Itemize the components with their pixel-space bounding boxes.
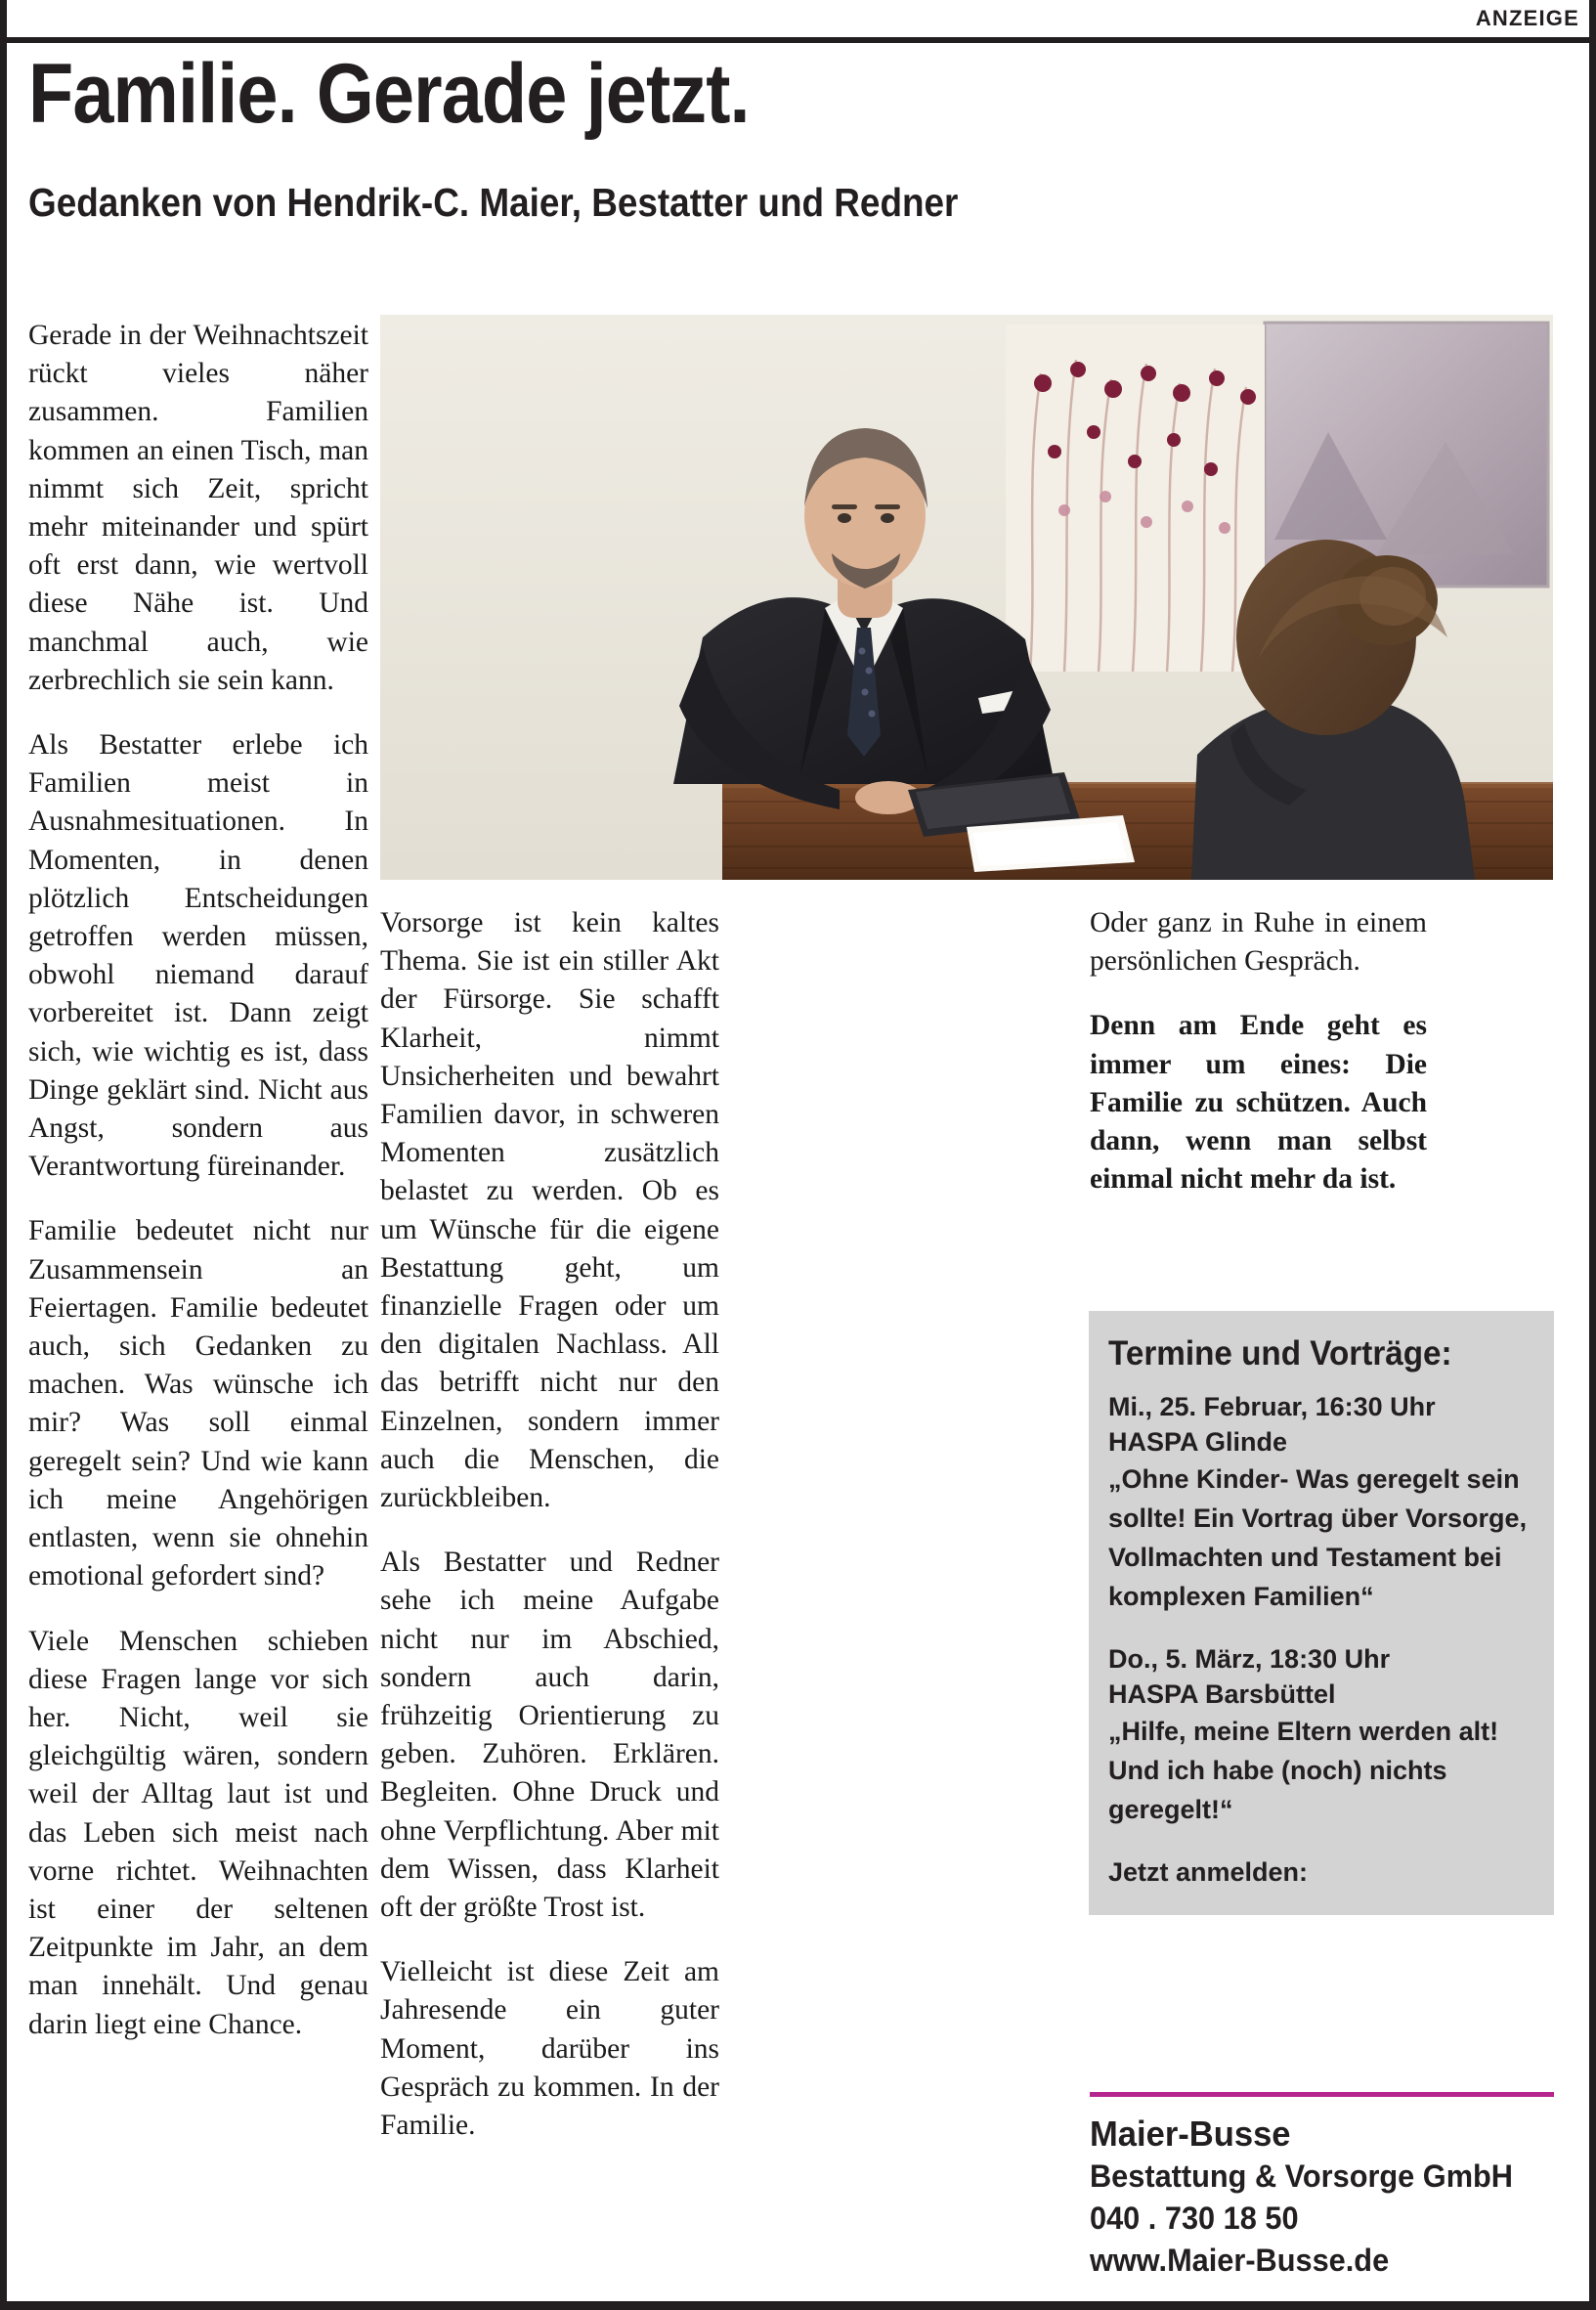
events-box [1089,1311,1554,1915]
event-description: „Ohne Kinder- Was geregelt sein sollte! Ein Vortrag über Vorsorge, Vollmachten und Testament bei komplexen Familien“ [1108,1464,1528,1611]
brand-accent-rule [1090,2092,1554,2097]
brand-block [1090,2112,1578,2282]
events-title: Termine und Vorträge: [1108,1334,1452,1373]
paragraph: Vielleicht ist diese Zeit am Jahresende ein guter Moment, darüber ins Gespräch zu kommen. In der Familie. [380,1956,719,2142]
paragraph: Vorsorge ist kein kaltes Thema. Sie ist ein stiller Akt der Fürsorge. Sie schafft Klarheit, nimmt Unsicherheiten und bewahrt Familien davor, in schweren Momenten zusätzlich belastet zu werden. Ob es um Wünsche für die eigene Bestattung geht, um finanzielle Fragen oder um den digitalen Nachlass. All das betrifft nicht nur den Einzelnen, sondern immer auch die Menschen, die zurückbleiben. [380,907,719,1514]
bottom-rule [7,2301,1589,2310]
paragraph: Gerade in der Weihnachtszeit rückt vieles näher zusammen. Familien kommen an einen Tisch, man nimmt sich Zeit, spricht mehr miteinander und spürt oft erst dann, wie wertvoll diese Nähe ist. Und manchmal auch, wie zerbrechlich sie sein kann. [28,320,368,696]
brand-phone[interactable]: 040 . 730 18 50 [1090,2201,1299,2236]
paragraph: Als Bestatter und Redner sehe ich meine Aufgabe nicht nur im Abschied, sondern auch darin, frühzeitig Orientierung zu geben. Zuhören. Erklären. Begleiten. Ohne Druck und ohne Verpflichtung. Aber mit dem Wissen, dass Klarheit oft der größte Trost ist. [380,1547,719,1924]
page-title: Familie. Gerade jetzt. [28,47,750,141]
events-cta[interactable]: Jetzt anmelden: [1108,1857,1309,1887]
top-rule [7,37,1589,43]
brand-subtitle: Bestattung & Vorsorge GmbH [1090,2158,1513,2194]
paragraph: Oder ganz in Ruhe in einem persönlichen Gespräch. [1090,907,1427,978]
brand-website[interactable]: www.Maier-Busse.de [1090,2243,1390,2278]
paragraph: Als Bestatter erlebe ich Familien meist in Ausnahmesituationen. In Momenten, in denen plötzlich Entscheidungen getroffen werden müssen, obwohl niemand darauf vorbereitet ist. Dann zeigt sich, wie wichtig es ist, dass Dinge geklärt sind. Nicht aus Angst, sondern aus Verantwortung füreinander. [28,729,368,1183]
brand-name: Maier-Busse [1090,2114,1291,2154]
event-venue: HASPA Barsbüttel [1108,1679,1336,1709]
paragraph: Viele Menschen schieben diese Fragen lange vor sich her. Nicht, weil sie gleichgültig wären, sondern weil der Alltag laut ist und das Leben sich meist nach vorne richtet. Weihnachten ist einer der seltenen Zeitpunkte im Jahr, an dem man innehält. Und genau darin liegt eine Chance. [28,1625,368,2040]
events-spacer [1108,1616,1534,1641]
article-column-1 [28,317,368,2044]
paragraph-emphasis: Denn am Ende geht es immer um eines: Die Familie zu schützen. Auch dann, wenn man selbst einmal nicht mehr da ist. [1090,1010,1427,1196]
paragraph: Familie bedeutet nicht nur Zusammensein an Feiertagen. Familie bedeutet auch, sich Gedanken zu machen. Was wünsche ich mir? Was soll einmal geregelt sein? Und wie kann ich meine Angehörigen entlasten, wenn sie ohnehin emotional gefordert sind? [28,1215,368,1592]
hero-photo-illustration [380,315,1553,880]
event-datetime: Mi., 25. Februar, 16:30 Uhr [1108,1392,1436,1421]
event-venue: HASPA Glinde [1108,1427,1288,1457]
event-description: „Hilfe, meine Eltern werden alt! Und ich habe (noch) nichts geregelt!“ [1108,1717,1499,1824]
anzeige-label: ANZEIGE [1475,6,1579,30]
event-datetime: Do., 5. März, 18:30 Uhr [1108,1644,1391,1674]
article-column-3 [1090,904,1427,1199]
event-item [1108,1641,1534,1829]
event-item [1108,1389,1534,1616]
article-column-2 [380,904,719,2145]
hero-photo [380,315,1553,880]
page-subtitle: Gedanken von Hendrik-C. Maier, Bestatter und Redner [28,180,959,225]
